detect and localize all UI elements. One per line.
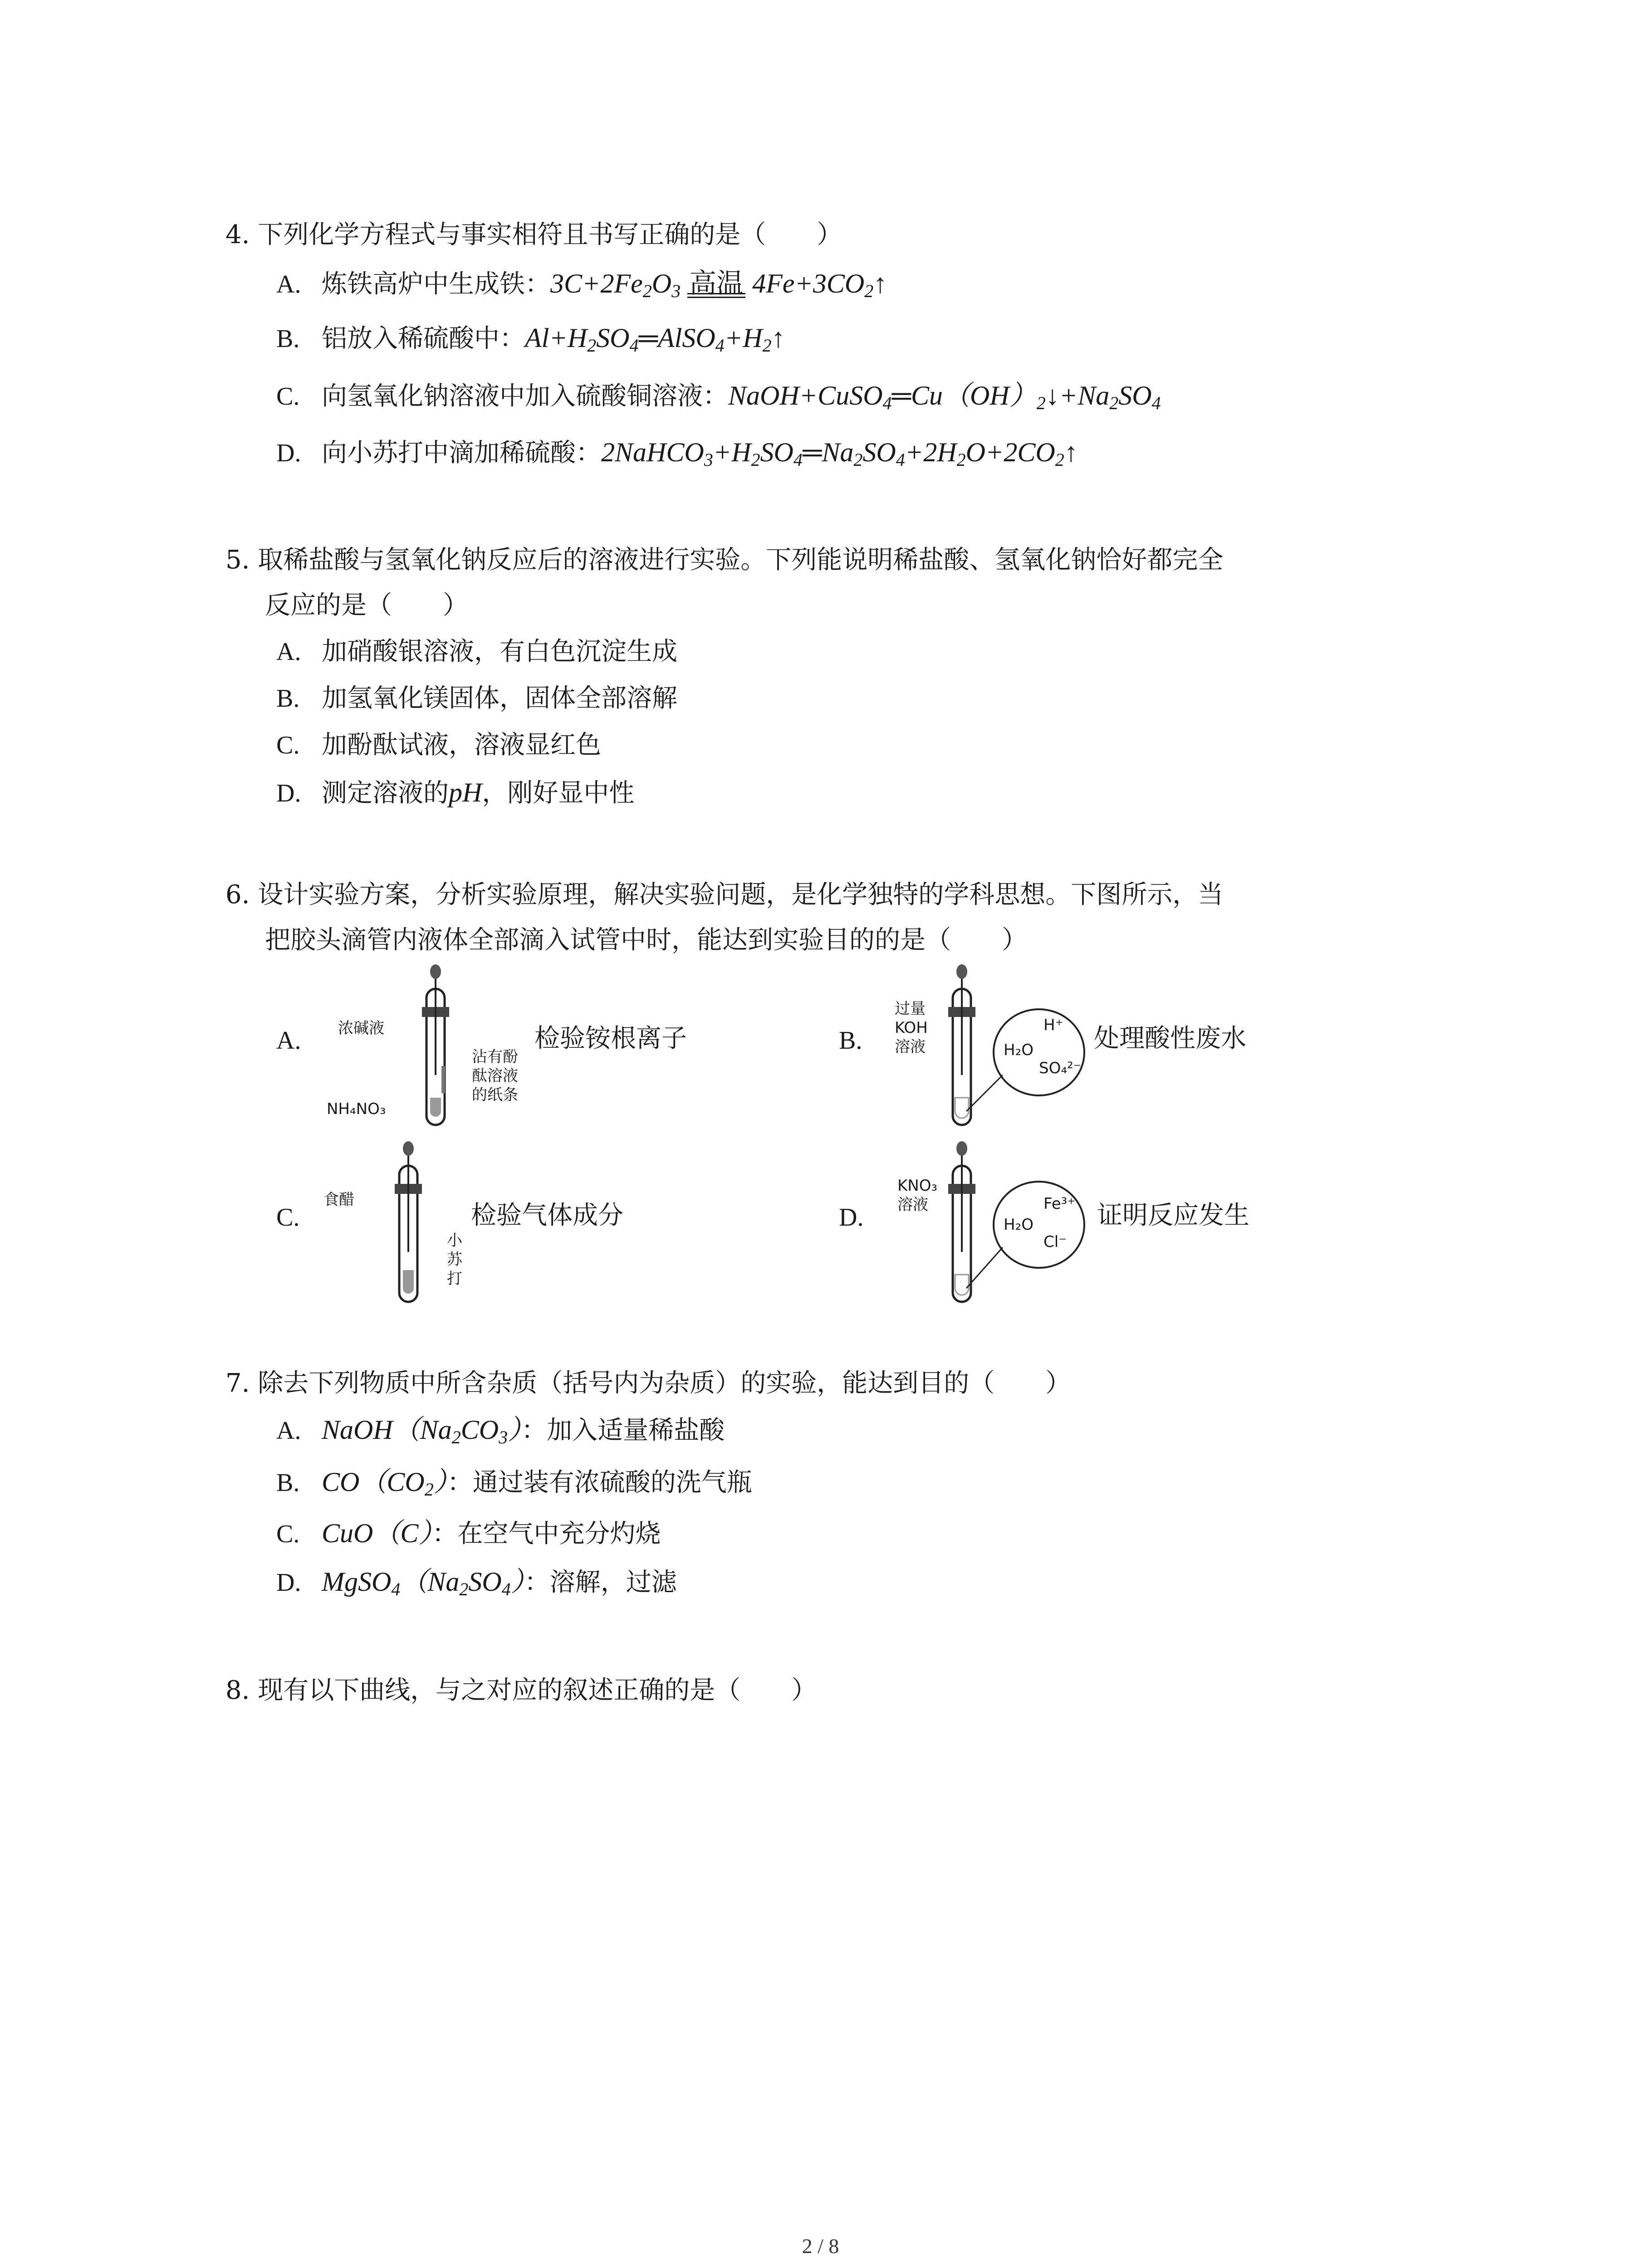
q7-option-a[interactable]	[276, 1412, 725, 1456]
figure-d-caption: 证明反应发生	[1097, 1201, 1249, 1230]
chemical-equation: $Al+H_2SO_4═AlSO_4+H_2↑$	[525, 323, 785, 356]
substance-formula: $MgSO_4(Na_2SO_4)$	[322, 1567, 524, 1599]
figure-b-label[interactable]: B.	[839, 1026, 862, 1055]
figure-d-label[interactable]: D.	[839, 1203, 864, 1232]
option-label: D.	[276, 779, 301, 807]
q4-option-c[interactable]	[276, 377, 1161, 421]
q4-option-a[interactable]	[276, 265, 887, 309]
option-text: 向氢氧化钠溶液中加入硫酸铜溶液：	[322, 381, 728, 411]
ion-sulfate: SO₄²⁻	[1039, 1059, 1082, 1077]
chemical-equation: $NaOH+CuSO_4═Cu(OH)_2↓+Na_2SO_4$	[728, 381, 1161, 413]
reagent-label: 浓碱液	[338, 1019, 384, 1037]
substance-formula: CuO（C）	[322, 1518, 432, 1548]
option-text: 铝放入稀硫酸中：	[322, 324, 525, 353]
option-label: A.	[276, 638, 301, 666]
chemical-equation: $3C+2Fe_2O_3$ 高温 $4Fe+3CO_2↑$	[550, 269, 887, 298]
ion-h-plus: H⁺	[1043, 1016, 1063, 1034]
q5-option-a[interactable]	[276, 634, 677, 670]
reagent-label-2: KOH	[895, 1019, 928, 1037]
option-text: 测定溶液的	[322, 778, 449, 808]
option-text: 炼铁高炉中生成铁：	[322, 269, 550, 299]
option-label: B.	[276, 1469, 300, 1497]
reagent-label: 食醋	[323, 1191, 354, 1209]
strip-label-2: 酞溶液	[472, 1067, 518, 1085]
substance-formula: $CO(CO_2)$	[322, 1467, 447, 1500]
strip-label-3: 的纸条	[472, 1086, 518, 1104]
q5-stem-line2: 反应的是（ ）	[265, 591, 468, 620]
q6-stem-line1: 6. 设计实验方案，分析实验原理，解决实验问题，是化学独特的学科思想。下图所示，当	[225, 880, 1224, 909]
substance-formula: $NaOH(Na_2CO_3)$	[322, 1415, 522, 1447]
option-label: B.	[276, 325, 300, 353]
option-label: C.	[276, 382, 300, 411]
test-tube-dropper-icon	[408, 962, 463, 1134]
chemical-equation: $2NaHCO_3+H_2SO_4═Na_2SO_4+2H_2O+2CO_2↑$	[601, 437, 1078, 470]
option-text: ：通过装有浓硫酸的洗气瓶	[447, 1468, 752, 1497]
figure-c-label[interactable]: C.	[276, 1203, 300, 1232]
solid-label: NH₄NO₃	[327, 1100, 386, 1118]
page-number: 2 / 8	[802, 2234, 839, 2258]
ion-water: H₂O	[1004, 1041, 1034, 1059]
q8-stem: 8. 现有以下曲线，与之对应的叙述正确的是（ ）	[225, 1676, 817, 1705]
reagent-label-3: 溶液	[895, 1038, 926, 1056]
option-label: B.	[276, 684, 300, 713]
option-label: C.	[276, 1520, 300, 1548]
option-label: A.	[276, 270, 301, 298]
solid-label-1: 小	[447, 1232, 462, 1250]
ion-chloride: Cl⁻	[1043, 1233, 1067, 1251]
figure-a-label[interactable]: A.	[276, 1026, 301, 1055]
q7-option-c[interactable]	[276, 1515, 661, 1552]
strip-label-1: 沾有酚	[472, 1048, 518, 1066]
option-text: ：溶解，过滤	[524, 1568, 677, 1597]
option-text: 向小苏打中滴加稀硫酸：	[322, 438, 601, 468]
q7-stem: 7. 除去下列物质中所含杂质（括号内为杂质）的实验，能达到目的（ ）	[225, 1369, 1071, 1398]
q6-stem-line2: 把胶头滴管内液体全部滴入试管中时，能达到实验目的的是（ ）	[265, 925, 1027, 955]
solid-label-3: 打	[447, 1270, 462, 1288]
option-label: D.	[276, 439, 301, 467]
option-text: ：加入适量稀盐酸	[521, 1416, 725, 1445]
figure-a-caption: 检验铵根离子	[534, 1024, 687, 1053]
q5-option-b[interactable]	[276, 680, 677, 717]
ion-water: H₂O	[1004, 1216, 1034, 1234]
q7-option-b[interactable]	[276, 1464, 752, 1508]
q4-option-b[interactable]	[276, 320, 785, 364]
reagent-label-1: KNO₃	[897, 1177, 938, 1195]
test-tube-dropper-icon	[381, 1139, 436, 1311]
option-text-tail: ，刚好显中性	[482, 778, 635, 808]
reagent-label-1: 过量	[895, 1000, 926, 1018]
figure-c-caption: 检验气体成分	[471, 1201, 623, 1230]
q7-option-d[interactable]	[276, 1564, 677, 1608]
q4-stem: 4. 下列化学方程式与事实相符且书写正确的是（ ）	[225, 220, 843, 249]
reagent-label-2: 溶液	[897, 1196, 928, 1214]
option-text: ：在空气中充分灼烧	[432, 1519, 661, 1549]
figure-b-caption: 处理酸性废水	[1094, 1024, 1246, 1053]
ph-symbol: pH	[449, 777, 482, 807]
q5-option-d[interactable]	[276, 774, 634, 811]
option-label: A.	[276, 1417, 301, 1445]
q5-stem-line1: 5. 取稀盐酸与氢氧化钠反应后的溶液进行实验。下列能说明稀盐酸、氢氧化钠恰好都完全	[225, 545, 1224, 575]
q4-option-d[interactable]	[276, 434, 1078, 478]
option-label: C.	[276, 731, 300, 759]
option-label: D.	[276, 1569, 301, 1597]
option-text: 加酚酞试液，溶液显红色	[322, 730, 601, 760]
option-text: 加氢氧化镁固体，固体全部溶解	[322, 684, 677, 713]
solid-label-2: 苏	[447, 1251, 462, 1269]
ion-iron-iii: Fe³⁺	[1043, 1195, 1076, 1213]
q5-option-c[interactable]	[276, 727, 601, 763]
option-text: 加硝酸银溶液，有白色沉淀生成	[322, 637, 677, 666]
